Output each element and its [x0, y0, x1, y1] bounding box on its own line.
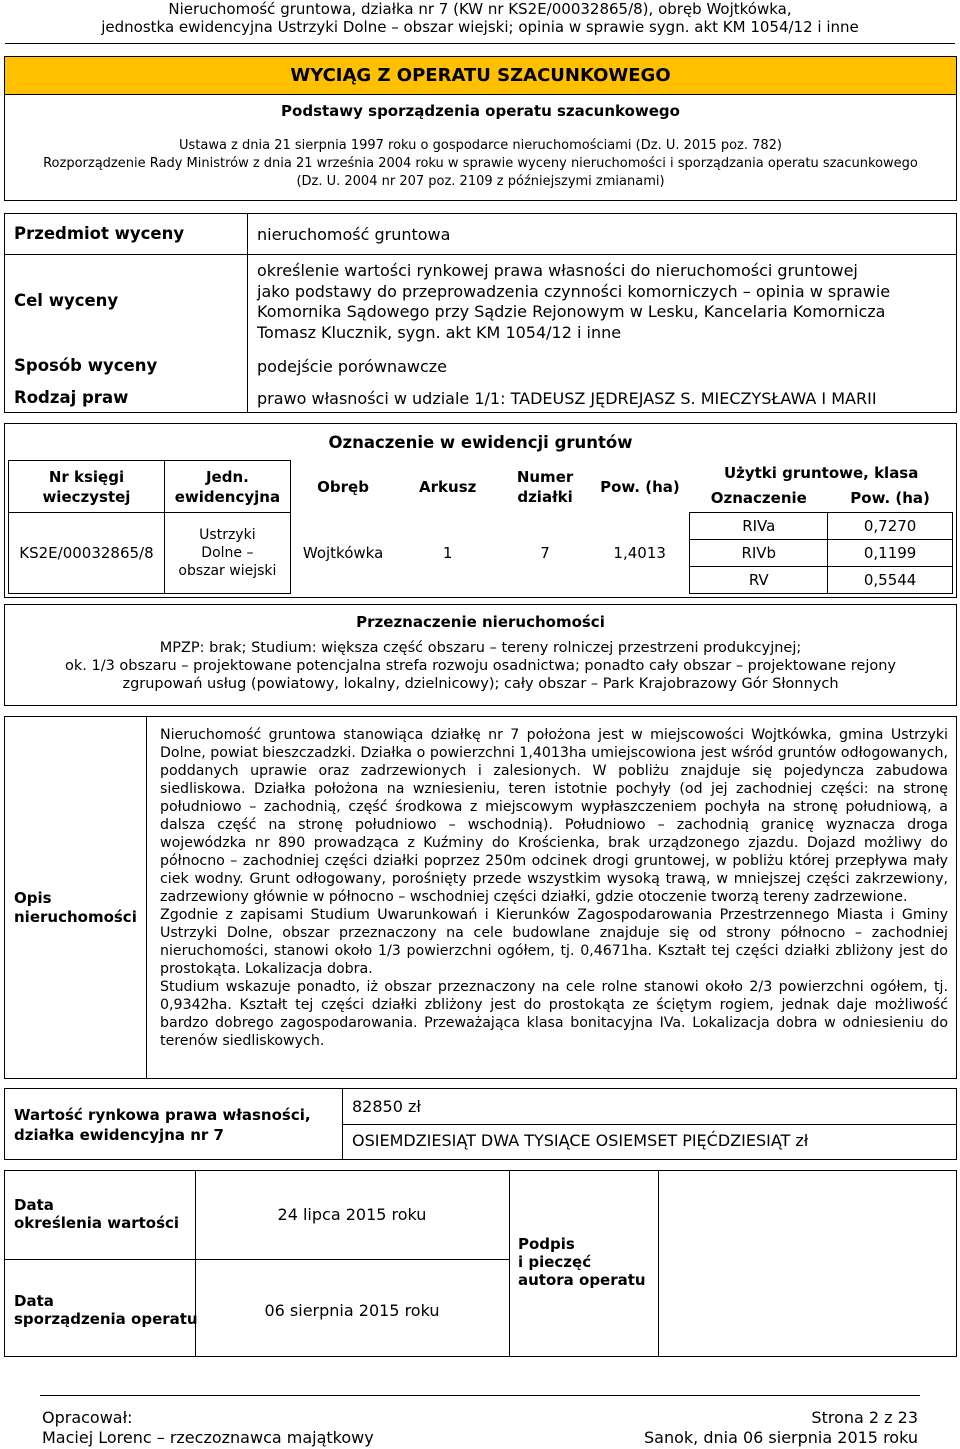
col-use-mark-header: Oznaczenie	[710, 489, 807, 508]
header-divider	[5, 43, 955, 44]
dates-section	[4, 1170, 957, 1357]
value-divider-h	[342, 1124, 956, 1125]
rights-value: prawo własności w udziale 1/1: TADEUSZ JĘDREJASZ S. MIECZYSŁAWA I MARII	[257, 389, 877, 408]
use-area: 0,1199	[828, 540, 953, 567]
kw-number: KS2E/00032865/8	[9, 513, 165, 594]
valuation-date: 24 lipca 2015 roku	[277, 1205, 427, 1224]
footer-divider	[40, 1395, 920, 1396]
registry-sheet: 1	[442, 544, 453, 562]
col-precinct-header: Obręb	[317, 477, 369, 496]
zoning-line-1: MPZP: brak; Studium: większa część obszaru – tereny rolniczej przestrzeni produkcyjnej;	[159, 640, 802, 656]
method-value: podejście porównawcze	[257, 357, 448, 376]
valuation-info	[4, 213, 957, 413]
land-registry-section	[4, 423, 957, 598]
value-words: OSIEMDZIESIĄT DWA TYSIĄCE OSIEMSET PIĘĆDZIESIĄT zł	[352, 1131, 809, 1150]
registry-area: 1,4013	[613, 544, 666, 562]
registry-heading: Oznaczenie w ewidencji gruntów	[328, 433, 633, 452]
zoning-section	[4, 604, 957, 706]
property-description	[4, 716, 957, 1079]
purpose-line-1: określenie wartości rynkowej prawa własności do nieruchomości gruntowej	[257, 261, 858, 280]
basis-line-1: Ustawa z dnia 21 sierpnia 1997 roku o gospodarce nieruchomościami (Dz. U. 2015 poz. 782)	[178, 138, 783, 153]
registry-unit: Ustrzyki Dolne – obszar wiejski	[164, 513, 290, 594]
use-area: 0,7270	[828, 513, 953, 540]
use-mark: RIVb	[690, 540, 828, 567]
zoning-line-2: ok. 1/3 obszaru – projektowane potencjalna strefa rozwoju osadnictwa; ponadto cały obszar – projektowane rejony	[64, 658, 897, 674]
dates-divider-1	[195, 1171, 196, 1356]
value-amount: 82850 zł	[352, 1097, 421, 1116]
signature-area	[658, 1171, 659, 1356]
signature-label: Podpis i pieczęć autora operatu	[518, 1235, 646, 1289]
col-use-header: Użytki gruntowe, klasa	[723, 463, 919, 482]
col-sheet-header: Arkusz	[419, 477, 477, 496]
footer-author: Maciej Lorenc – rzeczoznawca majątkowy	[42, 1428, 374, 1447]
footer-prepared-by: Opracował:	[42, 1408, 133, 1427]
purpose-line-2: jako podstawy do przeprowadzenia czynności komorniczych – opinia w sprawie	[257, 281, 891, 301]
description-text	[160, 726, 948, 1050]
page-title: WYCIĄG Z OPERATU SZACUNKOWEGO	[5, 57, 956, 95]
purpose-value	[257, 261, 890, 343]
basis-line-2: Rozporządzenie Rady Ministrów z dnia 21 września 2004 roku w sprawie wyceny nieruchomości i sporządzania operatu szacunkowego	[43, 156, 918, 171]
info-divider	[5, 254, 956, 255]
purpose-label: Cel wyceny	[14, 291, 119, 310]
description-paragraph: Nieruchomość gruntowa stanowiąca działkę nr 7 położona jest w miejscowości Wojtkówka, gmina Ustrzyki Dolne, powiat bieszczadzki. Działka o powierzchni 1,4013ha umiejscowiona jest wśród gruntów odłogowanych, poddanych uprawie oraz zadrzewionych i zalesionych. W pobliżu znajduje się pojedyncza zabudowa siedliskowa. Działka położona na wzniesieniu, teren istotnie pochyły (od jej zachodniej części: na stronę południowo – zachodnią, część środkowa z miejscowym wypłaszczeniem pochyła na stronę południową, a dalsza część na stronę południowo – wschodnią). Południowo – zachodnią granicę wyznacza droga wojewódzka nr 890 prowadząca z Kuźminy do Krościenka, brak urządzonego zjazdu. Dojazd możliwy do północno – zachodniej części działki poprzez 250m odcinek drogi gruntowej, w pobliżu której przepływa mały ciek wodny. Grunt odłogowany, porośnięty przede wszystkim wysoką trawą, w mniejszej części zakrzewiony, zadrzewiony głównie w północno – wschodniej części działki, gdzie otoczenie tworzą tereny zadrzewione.	[160, 727, 948, 905]
use-area: 0,5544	[828, 567, 953, 594]
description-paragraph: Zgodnie z zapisami Studium Uwarunkowań i Kierunków Zagospodarowania Przestrzennego Miasta i Gminy Ustrzyki Dolne, obszar przeznaczony na cele budowlane znajduje się od strony północno – zachodniej nieruchomości, stanowi około 1/3 powierzchni ogółem, tj. 0,4671ha. Kształt tej części działki zbliżony jest do prostokąta. Lokalizacja dobra.	[160, 907, 948, 977]
col-use-area-header: Pow. (ha)	[850, 489, 930, 508]
basis-line-3: (Dz. U. 2004 nr 207 poz. 2109 z późniejszymi zmianami)	[296, 174, 665, 189]
registry-precinct: Wojtkówka	[302, 544, 384, 562]
registry-table	[8, 460, 953, 594]
purpose-line-4: Tomasz Klucznik, sygn. akt KM 1054/12 i inne	[257, 322, 622, 342]
zoning-line-3: zgrupowań usług (powiatowy, lokalny, dzielnicowy); cały obszar – Park Krajobrazowy Gór Słonnych	[122, 676, 839, 692]
col-kw-header: Nr księgi wieczystej	[9, 461, 165, 513]
info-label-column	[5, 214, 248, 412]
doc-header-line-2: jednostka ewidencyjna Ustrzyki Dolne – obszar wiejski; opinia w sprawie sygn. akt KM 1054/12 i inne	[101, 18, 859, 36]
use-mark: RIVa	[690, 513, 828, 540]
title-section	[4, 56, 957, 201]
registry-plot: 7	[540, 544, 550, 562]
description-label: Opis nieruchomości	[14, 889, 137, 926]
description-divider	[146, 717, 147, 1078]
market-value-section	[4, 1088, 957, 1160]
col-unit-header: Jedn. ewidencyjna	[164, 461, 290, 513]
footer-page: Strona 2 z 23	[811, 1408, 918, 1427]
method-label: Sposób wyceny	[14, 356, 158, 375]
footer-place-date: Sanok, dnia 06 sierpnia 2015 roku	[644, 1428, 918, 1447]
subject-label: Przedmiot wyceny	[14, 224, 185, 243]
prepared-date: 06 sierpnia 2015 roku	[264, 1301, 440, 1320]
dates-divider-2	[509, 1171, 510, 1356]
zoning-heading: Przeznaczenie nieruchomości	[356, 613, 605, 631]
rights-label: Rodzaj praw	[14, 388, 129, 407]
subject-value: nieruchomość gruntowa	[257, 225, 451, 244]
description-paragraph: Studium wskazuje ponadto, iż obszar przeznaczony na cele rolne stanowi około 2/3 powierzchni ogółem, tj. 0,9342ha. Kształt tej części działki zbliżony jest do prostokąta ze ściętym rogiem, jednak daje możliwość bardzo dobrego zagospodarowania. Przeważająca klasa bonitacyjna IVa. Lokalizacja dobra w odniesieniu do terenów siedliskowych.	[160, 979, 948, 1049]
value-label: Wartość rynkowa prawa własności, działka ewidencyjna nr 7	[14, 1106, 311, 1144]
doc-header-line-1: Nieruchomość gruntowa, działka nr 7 (KW nr KS2E/00032865/8), obręb Wojtkówka,	[168, 0, 792, 18]
valuation-date-label: Data określenia wartości	[14, 1196, 180, 1232]
prepared-date-label: Data sporządzenia operatu	[14, 1292, 198, 1328]
basis-heading: Podstawy sporządzenia operatu szacunkowego	[281, 102, 680, 120]
col-plot-header: Numer działki	[516, 467, 574, 506]
dates-divider-h	[5, 1259, 509, 1260]
purpose-line-3: Komornika Sądowego przy Sądzie Rejonowym w Lesku, Kancelaria Komornicza	[257, 302, 886, 321]
col-area-header: Pow. (ha)	[600, 477, 680, 496]
use-mark: RV	[690, 567, 828, 594]
